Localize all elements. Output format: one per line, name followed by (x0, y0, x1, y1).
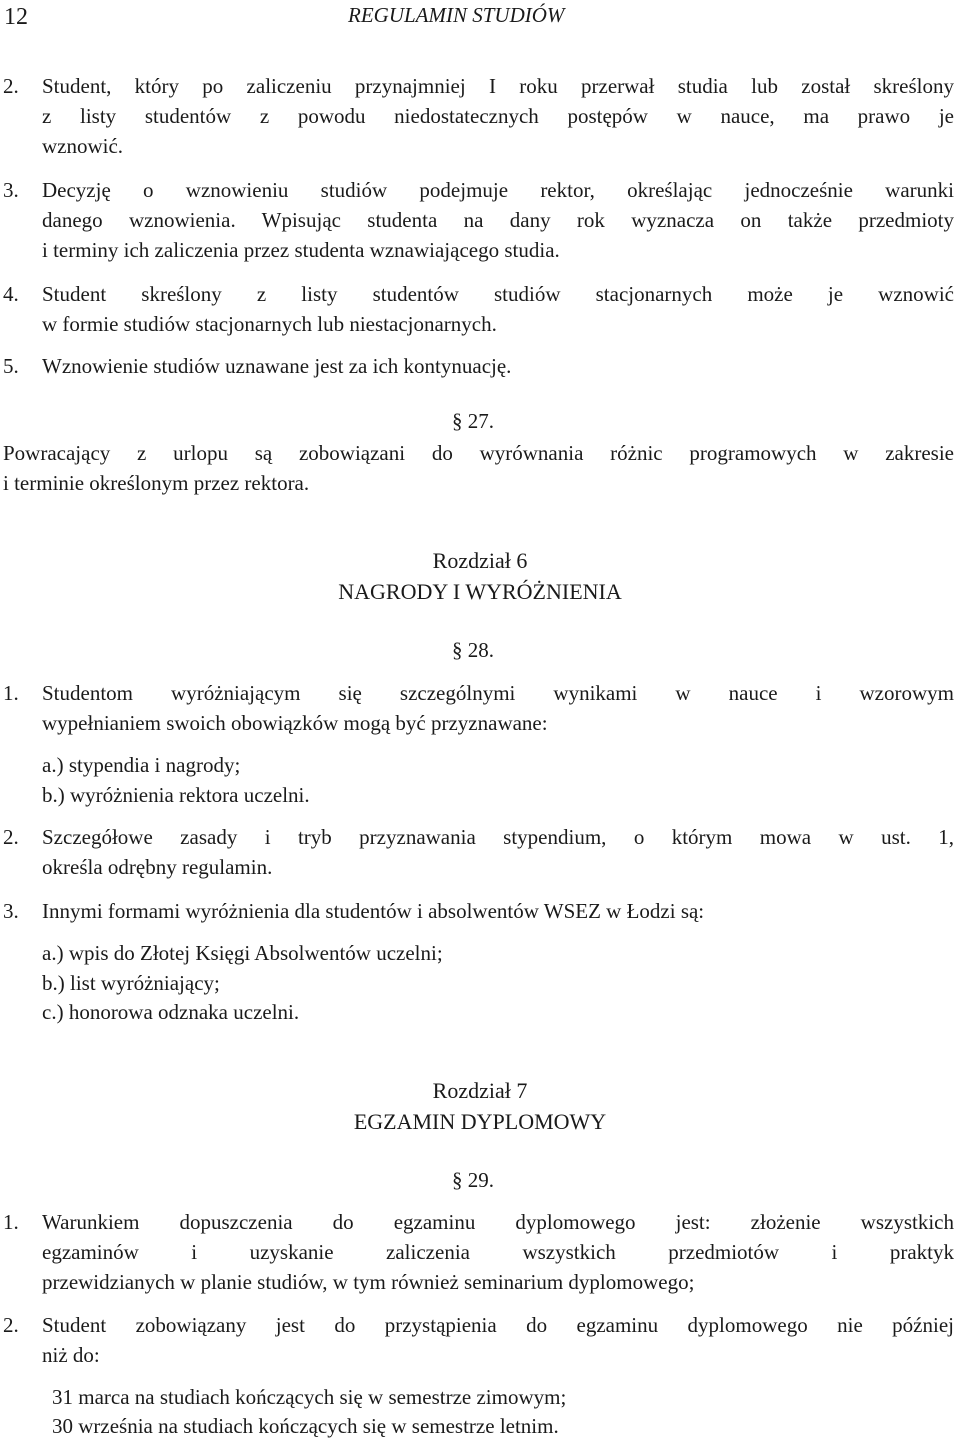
item-number: 2. (3, 74, 19, 98)
paragraph-line: i terminie określonym przez rektora. (3, 471, 310, 495)
item-number: 2. (3, 825, 19, 849)
item-number: 3. (3, 899, 19, 923)
chapter-number: Rozdział 6 (432, 548, 528, 573)
running-header-title: REGULAMIN STUDIÓW (348, 3, 565, 27)
section-mark: § 28. (452, 638, 494, 662)
page-number: 12 (4, 4, 28, 30)
list-item: 30 września na studiach kończących się w semestrze letnim. (52, 1414, 559, 1438)
paragraph-line: Studentom wyróżniającym się szczególnymi wynikami w nauce i wzorowym (42, 681, 954, 705)
paragraph-line: określa odrębny regulamin. (42, 855, 273, 879)
item-number: 5. (3, 354, 19, 378)
item-number: 1. (3, 1210, 19, 1234)
paragraph-line: danego wznowienia. Wpisując studenta na dany rok wyznacza on także przedmioty (42, 208, 954, 232)
paragraph-line: Student zobowiązany jest do przystąpienia do egzaminu dyplomowego nie później (42, 1313, 954, 1337)
section-number: 27. (467, 409, 494, 433)
paragraph-line: z listy studentów z powodu niedostatecznych postępów w nauce, ma prawo je (42, 104, 954, 128)
paragraph-line: Student skreślony z listy studentów studiów stacjonarnych może je wznowić (42, 282, 954, 306)
chapter-title: NAGRODY I WYRÓŻNIENIA (338, 579, 622, 604)
item-number: 2. (3, 1313, 19, 1337)
paragraph-line: Wznowienie studiów uznawane jest za ich kontynuację. (42, 354, 512, 378)
paragraph-line: Student, który po zaliczeniu przynajmniej I roku przerwał studia lub został skreślony (42, 74, 954, 98)
paragraph-line: egzaminów i uzyskanie zaliczenia wszystkich przedmiotów i praktyk (42, 1240, 954, 1264)
paragraph-line: przewidzianych w planie studiów, w tym również seminarium dyplomowego; (42, 1270, 695, 1294)
section-number: 29. (467, 1168, 494, 1192)
paragraph-line: Warunkiem dopuszczenia do egzaminu dyplomowego jest: złożenie wszystkich (42, 1210, 954, 1234)
paragraph-line: w formie studiów stacjonarnych lub niestacjonarnych. (42, 312, 497, 336)
item-number: 4. (3, 282, 19, 306)
paragraph-line: Powracający z urlopu są zobowiązani do wyrównania różnic programowych w zakresie (3, 441, 954, 465)
list-item: b.) list wyróżniający; (42, 971, 220, 995)
section-mark: § 27. (452, 409, 494, 433)
paragraph-line: Innymi formami wyróżnienia dla studentów i absolwentów WSEZ w Łodzi są: (42, 899, 705, 923)
paragraph-line: wypełnianiem swoich obowiązków mogą być przyznawane: (42, 711, 548, 735)
list-item: a.) stypendia i nagrody; (42, 753, 241, 777)
list-item: a.) wpis do Złotej Księgi Absolwentów uczelni; (42, 941, 443, 965)
list-item: c.) honorowa odznaka uczelni. (42, 1000, 300, 1024)
paragraph-line: niż do: (42, 1343, 100, 1367)
list-item: b.) wyróżnienia rektora uczelni. (42, 783, 310, 807)
item-number: 3. (3, 178, 19, 202)
list-item: 31 marca na studiach kończących się w semestrze zimowym; (52, 1385, 567, 1409)
chapter-title: EGZAMIN DYPLOMOWY (353, 1109, 607, 1134)
paragraph-line: Decyzję o wznowieniu studiów podejmuje rektor, określając jednocześnie warunki (42, 178, 954, 202)
paragraph-line: i terminy ich zaliczenia przez studenta wznawiającego studia. (42, 238, 560, 262)
paragraph-line: Szczegółowe zasady i tryb przyznawania stypendium, o którym mowa w ust. 1, (42, 825, 954, 849)
chapter-number: Rozdział 7 (432, 1078, 528, 1103)
paragraph-line: wznowić. (42, 134, 124, 158)
section-mark: § 29. (452, 1168, 494, 1192)
item-number: 1. (3, 681, 19, 705)
section-number: 28. (467, 638, 494, 662)
